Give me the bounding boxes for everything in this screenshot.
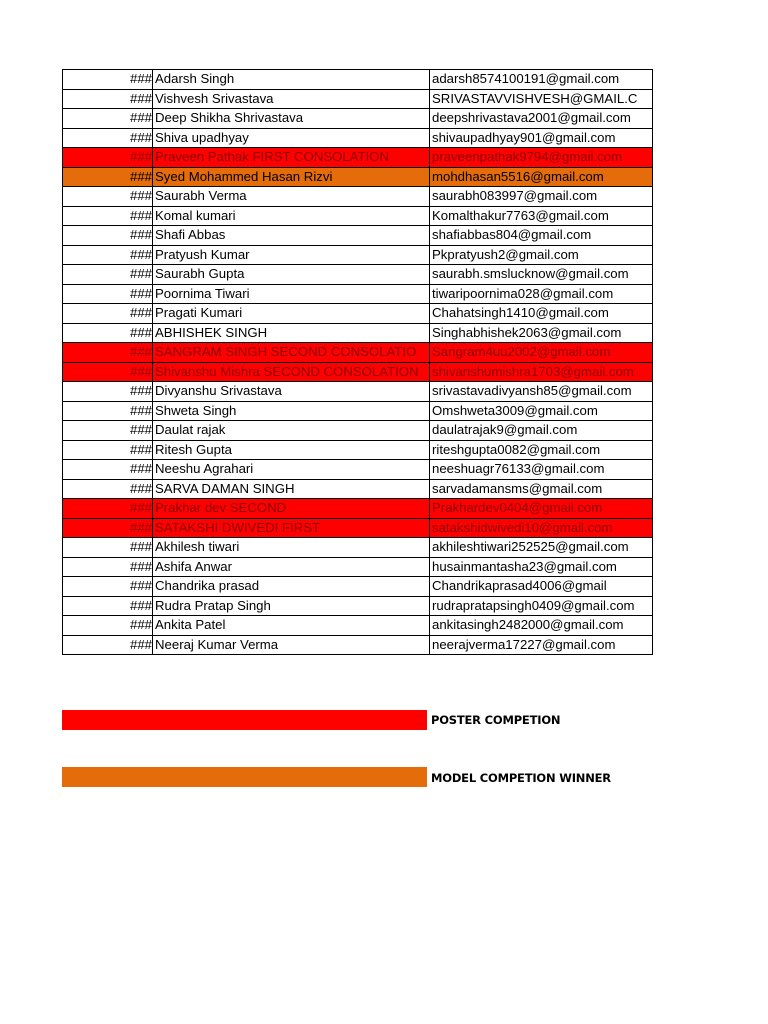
name-cell: Shweta Singh	[153, 401, 430, 421]
table-row	[63, 109, 653, 129]
row-number-cell: ###	[63, 538, 153, 558]
table-row	[63, 323, 653, 343]
row-number-cell: ###	[63, 70, 153, 90]
row-number-cell: ###	[63, 401, 153, 421]
row-number-cell: ###	[63, 265, 153, 285]
table-row	[63, 382, 653, 402]
row-number-cell: ###	[63, 479, 153, 499]
name-cell: Syed Mohammed Hasan Rizvi	[153, 167, 430, 187]
table-row	[63, 635, 653, 655]
row-number-cell: ###	[63, 421, 153, 441]
email-cell: mohdhasan5516@gmail.com	[430, 167, 653, 187]
name-cell: Shivanshu Mishra SECOND CONSOLATION	[153, 362, 430, 382]
row-number-cell: ###	[63, 499, 153, 519]
name-cell: Ritesh Gupta	[153, 440, 430, 460]
table-row	[63, 89, 653, 109]
table-row	[63, 499, 653, 519]
row-number-cell: ###	[63, 128, 153, 148]
name-cell: Akhilesh tiwari	[153, 538, 430, 558]
name-cell: Saurabh Gupta	[153, 265, 430, 285]
name-cell: Daulat rajak	[153, 421, 430, 441]
email-cell: saurabh.smslucknow@gmail.com	[430, 265, 653, 285]
email-cell: Singhabhishek2063@gmail.com	[430, 323, 653, 343]
row-number-cell: ###	[63, 226, 153, 246]
row-number-cell: ###	[63, 596, 153, 616]
email-cell: Prakhardev0404@gmail.com	[430, 499, 653, 519]
email-cell: rudrapratapsingh0409@gmail.com	[430, 596, 653, 616]
email-cell: Pkpratyush2@gmail.com	[430, 245, 653, 265]
row-number-cell: ###	[63, 304, 153, 324]
model-legend-label: MODEL COMPETION WINNER	[431, 771, 611, 785]
table-row	[63, 148, 653, 168]
email-cell: deepshrivastava2001@gmail.com	[430, 109, 653, 129]
row-number-cell: ###	[63, 284, 153, 304]
table-row	[63, 518, 653, 538]
row-number-cell: ###	[63, 362, 153, 382]
row-number-cell: ###	[63, 148, 153, 168]
poster-legend-swatch	[62, 710, 427, 730]
email-cell: shafiabbas804@gmail.com	[430, 226, 653, 246]
table-row	[63, 128, 653, 148]
name-cell: Chandrika prasad	[153, 577, 430, 597]
name-cell: Shafi Abbas	[153, 226, 430, 246]
table-row	[63, 577, 653, 597]
table-row	[63, 596, 653, 616]
table-row	[63, 343, 653, 363]
name-cell: Divyanshu Srivastava	[153, 382, 430, 402]
email-cell: adarsh8574100191@gmail.com	[430, 70, 653, 90]
participants-table	[62, 69, 653, 655]
row-number-cell: ###	[63, 167, 153, 187]
email-cell: akhileshtiwari252525@gmail.com	[430, 538, 653, 558]
row-number-cell: ###	[63, 382, 153, 402]
table-row	[63, 206, 653, 226]
name-cell: Ashifa Anwar	[153, 557, 430, 577]
email-cell: ankitasingh2482000@gmail.com	[430, 616, 653, 636]
table-row	[63, 226, 653, 246]
poster-legend-label: POSTER COMPETION	[431, 713, 561, 727]
name-cell: Poornima Tiwari	[153, 284, 430, 304]
table-row	[63, 616, 653, 636]
email-cell: tiwaripoornima028@gmail.com	[430, 284, 653, 304]
row-number-cell: ###	[63, 616, 153, 636]
email-cell: shivaupadhyay901@gmail.com	[430, 128, 653, 148]
name-cell: Praveen Pathak FIRST CONSOLATION	[153, 148, 430, 168]
email-cell: satakshidwivedi10@gmail.com	[430, 518, 653, 538]
row-number-cell: ###	[63, 518, 153, 538]
name-cell: SARVA DAMAN SINGH	[153, 479, 430, 499]
email-cell: sarvadamansms@gmail.com	[430, 479, 653, 499]
row-number-cell: ###	[63, 635, 153, 655]
row-number-cell: ###	[63, 577, 153, 597]
table-row	[63, 187, 653, 207]
table-row	[63, 70, 653, 90]
table-row	[63, 362, 653, 382]
email-cell: husainmantasha23@gmail.com	[430, 557, 653, 577]
table-row	[63, 557, 653, 577]
email-cell: saurabh083997@gmail.com	[430, 187, 653, 207]
name-cell: ABHISHEK SINGH	[153, 323, 430, 343]
row-number-cell: ###	[63, 109, 153, 129]
table-row	[63, 284, 653, 304]
email-cell: shivanshumishra1703@gmail.com	[430, 362, 653, 382]
participants-table-body	[63, 70, 653, 655]
table-row	[63, 421, 653, 441]
table-row	[63, 538, 653, 558]
row-number-cell: ###	[63, 206, 153, 226]
row-number-cell: ###	[63, 557, 153, 577]
name-cell: Deep Shikha Shrivastava	[153, 109, 430, 129]
email-cell: neeshuagr76133@gmail.com	[430, 460, 653, 480]
email-cell: SRIVASTAVVISHVESH@GMAIL.C	[430, 89, 653, 109]
name-cell: SANGRAM SINGH SECOND CONSOLATIO	[153, 343, 430, 363]
name-cell: Neeshu Agrahari	[153, 460, 430, 480]
row-number-cell: ###	[63, 440, 153, 460]
table-row	[63, 304, 653, 324]
name-cell: Saurabh Verma	[153, 187, 430, 207]
table-row	[63, 401, 653, 421]
name-cell: Adarsh Singh	[153, 70, 430, 90]
email-cell: neerajverma17227@gmail.com	[430, 635, 653, 655]
name-cell: Komal kumari	[153, 206, 430, 226]
name-cell: Neeraj Kumar Verma	[153, 635, 430, 655]
name-cell: Shiva upadhyay	[153, 128, 430, 148]
email-cell: Omshweta3009@gmail.com	[430, 401, 653, 421]
email-cell: Chahatsingh1410@gmail.com	[430, 304, 653, 324]
name-cell: Pragati Kumari	[153, 304, 430, 324]
email-cell: riteshgupta0082@gmail.com	[430, 440, 653, 460]
table-row	[63, 167, 653, 187]
table-row	[63, 479, 653, 499]
email-cell: Sangram4uu2002@gmail.com	[430, 343, 653, 363]
email-cell: srivastavadivyansh85@gmail.com	[430, 382, 653, 402]
table-row	[63, 265, 653, 285]
email-cell: daulatrajak9@gmail.com	[430, 421, 653, 441]
name-cell: Pratyush Kumar	[153, 245, 430, 265]
row-number-cell: ###	[63, 89, 153, 109]
name-cell: Prakhar dev SECOND	[153, 499, 430, 519]
email-cell: Chandrikaprasad4006@gmail	[430, 577, 653, 597]
email-cell: Komalthakur7763@gmail.com	[430, 206, 653, 226]
table-row	[63, 245, 653, 265]
row-number-cell: ###	[63, 187, 153, 207]
row-number-cell: ###	[63, 245, 153, 265]
name-cell: Vishvesh Srivastava	[153, 89, 430, 109]
row-number-cell: ###	[63, 323, 153, 343]
row-number-cell: ###	[63, 460, 153, 480]
row-number-cell: ###	[63, 343, 153, 363]
model-legend-swatch	[62, 767, 427, 787]
email-cell: praveenpathak9794@gmail.com	[430, 148, 653, 168]
name-cell: Ankita Patel	[153, 616, 430, 636]
name-cell: Rudra Pratap Singh	[153, 596, 430, 616]
name-cell: SATAKSHI DWIVEDI FIRST	[153, 518, 430, 538]
table-row	[63, 460, 653, 480]
table-row	[63, 440, 653, 460]
